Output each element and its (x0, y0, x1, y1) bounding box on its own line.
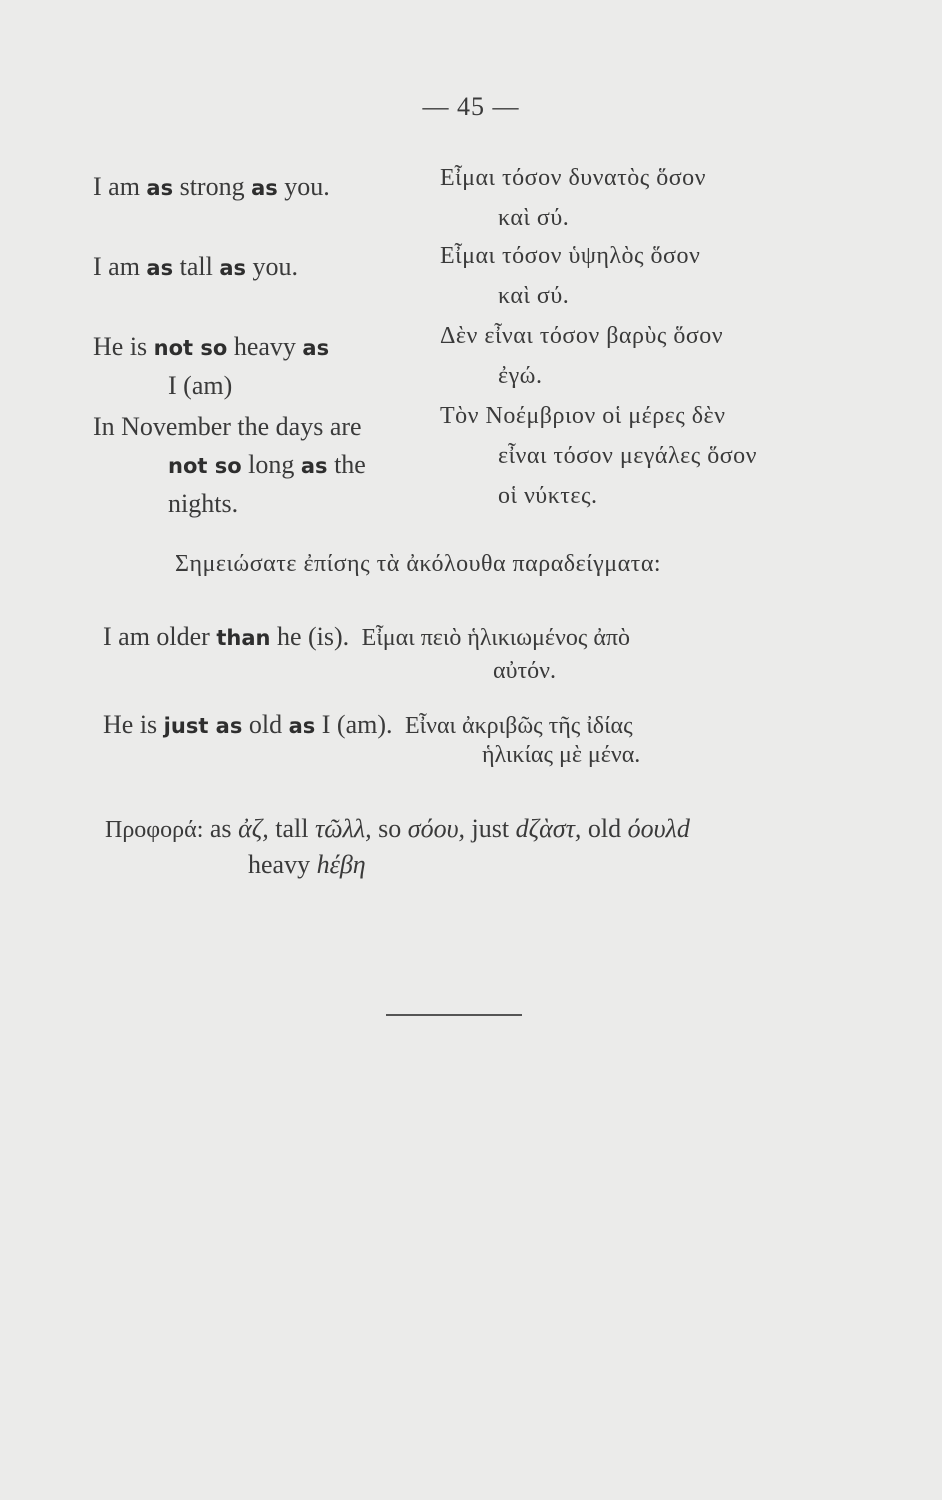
greek-line: εἶναι τόσον μεγάλες ὅσον (498, 443, 757, 469)
pronunciation: hέβη (316, 850, 366, 879)
english-word: as (209, 814, 232, 843)
greek-line: οἱ νύκτες. (498, 483, 598, 509)
greek-line: Εἶμαι τόσον ὑψηλὸς ὅσον (440, 243, 701, 269)
text: tall (173, 252, 220, 281)
english-sentence-2 (93, 248, 423, 287)
english-word: so (378, 814, 402, 843)
bold-word: just as (163, 714, 243, 738)
bold-word: as (251, 176, 278, 200)
bold-word: as (146, 256, 174, 280)
english-sentence-4 (93, 408, 423, 523)
bold-word: not so (153, 336, 228, 360)
english-word: heavy (248, 850, 311, 879)
greek-line: Εἶμαι τόσον δυνατὸς ὅσον (440, 165, 707, 191)
bold-word: as (219, 256, 246, 280)
page-number: — 45 — (422, 92, 520, 121)
greek-line: Δὲν εἶναι τόσον βαρὺς ὅσον (440, 323, 724, 349)
text: heavy (227, 332, 303, 361)
text: I am (93, 252, 147, 281)
pronunciation: ἀζ, (238, 814, 269, 843)
bold-word: not so (168, 454, 242, 478)
text: the (327, 450, 366, 479)
pronunciation: σόου, (407, 814, 466, 843)
greek-line: Εἶναι ἀκριβῶς τῆς ἰδίας (405, 713, 633, 739)
bold-word: than (216, 626, 271, 650)
pronunciation-line-2 (248, 846, 366, 884)
text: you. (245, 252, 298, 281)
text: long (241, 450, 301, 479)
bold-word: as (302, 336, 330, 360)
greek-translation-3 (440, 316, 800, 396)
example-2-greek-cont: ἡλικίας μὲ μένα. (482, 742, 641, 768)
english-sentence-1 (93, 168, 423, 207)
greek-line: καὶ σύ. (498, 205, 570, 231)
bold-word: as (288, 714, 316, 738)
greek-translation-1 (440, 158, 800, 238)
text: He is (103, 710, 164, 739)
text: He is (93, 332, 154, 361)
greek-line: ἐγώ. (498, 363, 543, 389)
text: I (am). (315, 710, 393, 739)
pronunciation: όουλd (627, 814, 690, 843)
english-word: just (471, 814, 510, 843)
english-word: old (587, 814, 622, 843)
english-word: tall (275, 814, 309, 843)
greek-line: καὶ σύ. (498, 283, 570, 309)
greek-line: Εἶμαι πειὸ ἡλικιωμένος ἀπὸ (361, 625, 631, 651)
english-sentence-3 (93, 328, 423, 405)
text: you. (277, 172, 330, 201)
note-heading: Σημειώσατε ἐπίσης τὰ ἀκόλουθα παραδείγματα: (175, 551, 662, 577)
text: he (is). (270, 622, 350, 651)
text: In November the days are (93, 412, 362, 441)
pronunciation: τῶλλ, (314, 814, 372, 843)
text: strong (173, 172, 252, 201)
greek-line: Τὸν Νοέμβριον οἱ μέρες δὲν (440, 403, 726, 429)
greek-translation-4 (440, 396, 800, 516)
pronunciation-line (105, 810, 690, 849)
section-divider (386, 1014, 522, 1016)
greek-translation-2 (440, 236, 800, 316)
text: I am older (103, 622, 217, 651)
pronunciation-label: Προφορά: (105, 817, 204, 843)
pronunciation: dζὰστ, (515, 814, 582, 843)
text: nights. (168, 489, 239, 518)
text: I am (93, 172, 147, 201)
bold-word: as (300, 454, 328, 478)
text: I (am) (168, 371, 233, 400)
text: old (242, 710, 289, 739)
bold-word: as (146, 176, 174, 200)
example-1-greek-cont: αὐτόν. (493, 658, 556, 684)
